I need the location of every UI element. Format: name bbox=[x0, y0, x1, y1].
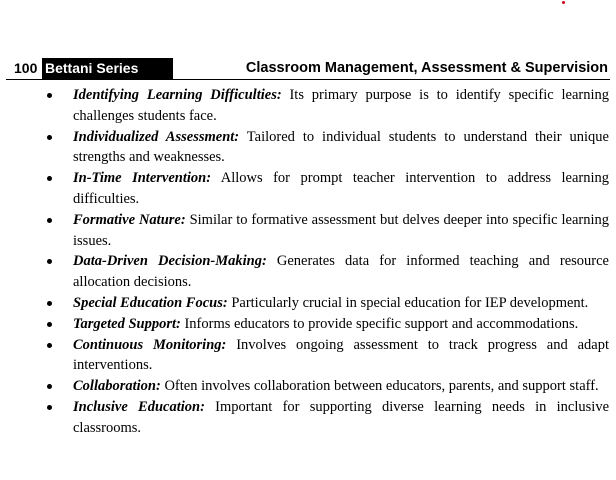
bullet-term: Targeted Support: bbox=[73, 315, 181, 332]
bullet-dot bbox=[47, 93, 52, 98]
bullet-term: Continuous Monitoring: bbox=[73, 336, 227, 353]
bullet-dot bbox=[47, 176, 52, 181]
bullet-item bbox=[73, 210, 609, 252]
bullet-text: Allows for prompt teacher intervention to address learning difficulties. bbox=[73, 170, 609, 207]
bullet-term: Data-Driven Decision-Making: bbox=[73, 253, 267, 270]
bullet-text: Generates data for informed teaching and resource allocation decisions. bbox=[73, 253, 609, 291]
bullet-item bbox=[73, 168, 609, 210]
bullet-term: Special Education Focus: bbox=[73, 294, 228, 311]
bullet-term: In-Time Intervention: bbox=[73, 170, 212, 187]
bullet-item bbox=[73, 335, 609, 377]
bullet-text: Involves ongoing assessment to track progress and adapt interventions. bbox=[73, 336, 609, 374]
bullet-dot bbox=[47, 301, 52, 306]
bullet-dot bbox=[47, 322, 52, 327]
bullet-term: Collaboration: bbox=[73, 378, 161, 395]
bullet-text: Its primary purpose is to identify specific learning challenges students face. bbox=[73, 87, 609, 124]
bullet-term: Identifying Learning Difficulties: bbox=[73, 87, 282, 103]
bullet-item bbox=[73, 314, 609, 335]
bullet-term: Formative Nature: bbox=[73, 211, 186, 228]
bullet-text: Similar to formative assessment but delves deeper into specific learning issues. bbox=[73, 211, 609, 249]
series-label: Bettani Series bbox=[42, 58, 173, 79]
bullet-text: Important for supporting diverse learning needs in inclusive classrooms. bbox=[73, 398, 610, 436]
bullet-dot bbox=[47, 405, 52, 410]
red-dot-mark bbox=[562, 1, 565, 4]
bullet-item bbox=[73, 397, 609, 439]
bullet-term: Inclusive Education: bbox=[73, 398, 205, 415]
bullet-dot bbox=[47, 135, 52, 140]
bullet-item bbox=[73, 293, 609, 314]
bullet-text: Informs educators to provide specific support and accommodations. bbox=[180, 315, 579, 332]
bullet-text: Particularly crucial in special education for IEP development. bbox=[227, 294, 589, 311]
bullet-dot bbox=[47, 384, 52, 389]
bullet-dot bbox=[47, 343, 52, 348]
chapter-title: Classroom Management, Assessment & Supervision bbox=[245, 60, 608, 76]
page-number: 100 bbox=[14, 60, 38, 76]
bullet-item bbox=[73, 251, 609, 293]
page-header bbox=[6, 58, 610, 80]
bullet-term: Individualized Assessment: bbox=[73, 128, 240, 145]
bullet-dot bbox=[47, 218, 52, 223]
bullet-list bbox=[0, 85, 616, 439]
page-content bbox=[0, 85, 616, 439]
bullet-item bbox=[73, 376, 609, 397]
bullet-text: Often involves collaboration between educators, parents, and support staff. bbox=[160, 378, 599, 395]
bullet-text: Tailored to individual students to understand their unique strengths and weaknesses. bbox=[73, 128, 609, 166]
bullet-dot bbox=[47, 259, 52, 264]
bullet-item bbox=[73, 85, 609, 127]
bullet-item bbox=[73, 127, 609, 169]
